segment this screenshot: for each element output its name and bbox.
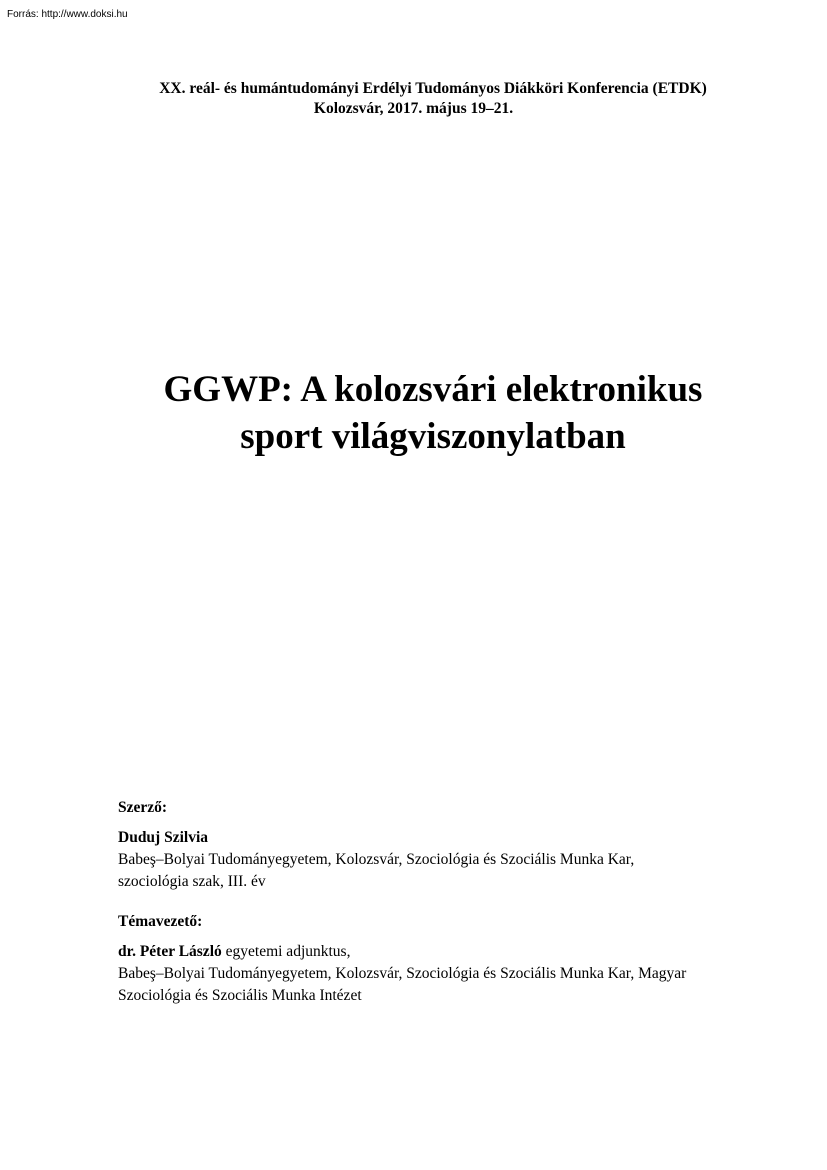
author-name: Duduj Szilvia bbox=[118, 829, 209, 846]
conference-place-date: Kolozsvár, 2017. május 19–21. bbox=[313, 100, 514, 117]
supervisor-name: dr. Péter László bbox=[118, 943, 222, 960]
supervisor-name-line bbox=[118, 941, 758, 963]
conference-header bbox=[0, 79, 827, 119]
supervisor-affiliation-line-2: Szociológia és Szociális Munka Intézet bbox=[118, 987, 362, 1004]
author-affiliation-line-2: szociológia szak, III. év bbox=[118, 873, 266, 890]
title-line-2: sport világviszonylatban bbox=[240, 416, 626, 457]
conference-name: XX. reál- és humántudományi Erdélyi Tudományos Diákköri Konferencia (ETDK) bbox=[159, 80, 707, 97]
document-title bbox=[0, 366, 827, 460]
supervisor-title: egyetemi adjunktus, bbox=[221, 943, 351, 960]
title-line-1: GGWP: A kolozsvári elektronikus bbox=[163, 369, 703, 410]
supervisor-heading: Témavezető: bbox=[118, 913, 203, 930]
supervisor-affiliation-line-1: Babeş–Bolyai Tudományegyetem, Kolozsvár, Szociológia és Szociális Munka Kar, Magyar bbox=[118, 965, 687, 982]
author-section bbox=[118, 797, 758, 893]
supervisor-section bbox=[118, 911, 758, 1007]
author-heading: Szerző: bbox=[118, 799, 168, 816]
author-affiliation-line-1: Babeş–Bolyai Tudományegyetem, Kolozsvár, Szociológia és Szociális Munka Kar, bbox=[118, 851, 635, 868]
source-link-text: Forrás: http://www.doksi.hu bbox=[7, 9, 128, 20]
